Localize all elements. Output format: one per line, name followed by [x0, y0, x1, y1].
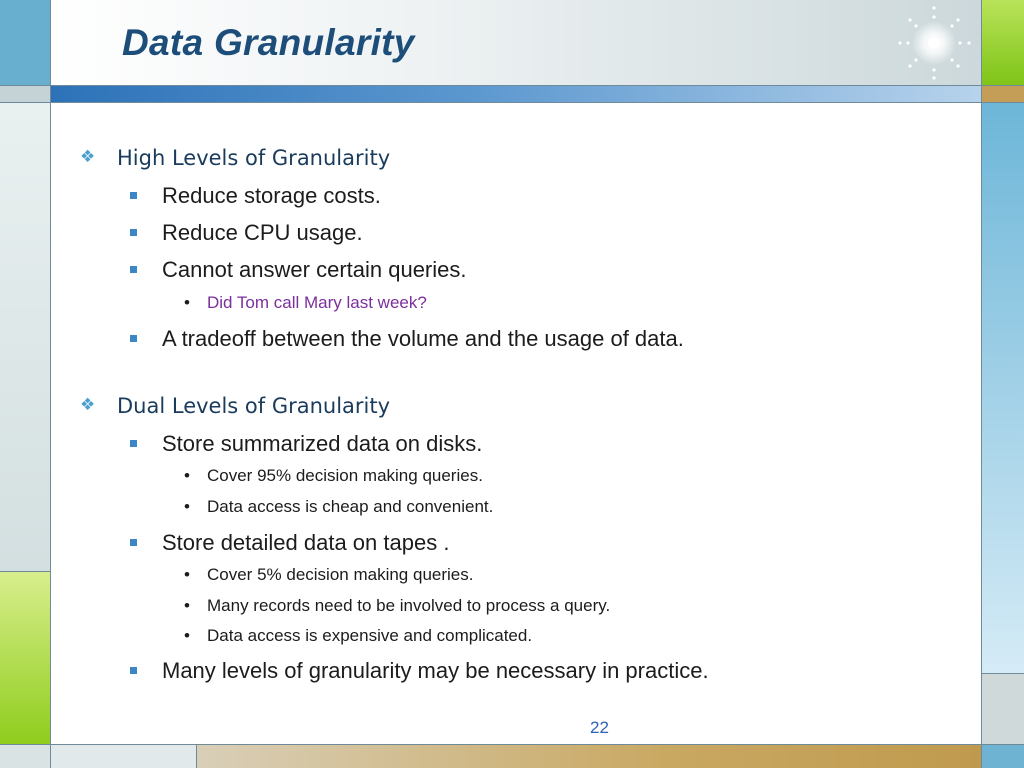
sub-bullet-text: Data access is cheap and convenient. [207, 497, 494, 516]
left-mid-block [0, 103, 50, 571]
dot-bullet-icon: • [184, 497, 190, 516]
sub-bullet-text: Cover 95% decision making queries. [207, 466, 483, 485]
bullet-text: Many levels of granularity may be necessary in practice. [162, 658, 709, 683]
square-bullet-icon [130, 229, 137, 236]
section-heading: Dual Levels of Granularity [117, 394, 391, 418]
bullet-text: Store detailed data on tapes . [162, 530, 450, 555]
frame-line-left [50, 0, 51, 768]
bullet-text: Reduce CPU usage. [162, 220, 363, 245]
header-gradient-bar [51, 86, 981, 102]
section-heading: High Levels of Granularity [117, 146, 391, 170]
dot-bullet-icon: • [184, 466, 190, 485]
square-bullet-icon [130, 667, 137, 674]
frame-line-footer [0, 744, 1024, 745]
diamond-bullet-icon: ❖ [80, 395, 96, 415]
frame-line-bar [0, 102, 1024, 103]
square-bullet-icon [130, 440, 137, 447]
left-top-block [0, 0, 50, 85]
frame-line-bottom-split [196, 745, 197, 768]
sub-bullet-text: Data access is expensive and complicated. [207, 626, 533, 645]
sub-bullet-text: Cover 5% decision making queries. [207, 565, 474, 584]
sub-bullet-text: Did Tom call Mary last week? [207, 293, 427, 312]
right-gray-block [982, 674, 1024, 744]
dot-bullet-icon: • [184, 626, 190, 645]
sub-bullet-text: Many records need to be involved to process a query. [207, 596, 611, 615]
frame-line-right-gray [982, 673, 1024, 674]
bottom-gradient-bar [197, 745, 981, 768]
frame-line-header [0, 85, 1024, 86]
dot-bullet-icon: • [184, 596, 190, 615]
square-bullet-icon [130, 192, 137, 199]
right-blue-block [982, 103, 1024, 673]
sparkle-decoration-icon [886, 0, 982, 85]
page-number: 22 [590, 718, 609, 737]
bullet-text: Cannot answer certain queries. [162, 257, 467, 282]
right-strip-block [982, 86, 1024, 102]
dot-bullet-icon: • [184, 565, 190, 584]
left-green-block [0, 572, 50, 744]
frame-line-left-green [0, 571, 50, 572]
square-bullet-icon [130, 266, 137, 273]
right-top-block [982, 0, 1024, 85]
bullet-text: Reduce storage costs. [162, 183, 381, 208]
bullet-text: Store summarized data on disks. [162, 431, 483, 456]
diamond-bullet-icon: ❖ [80, 147, 96, 167]
frame-line-right [981, 0, 982, 768]
slide-title: Data Granularity [122, 22, 415, 63]
square-bullet-icon [130, 539, 137, 546]
bottom-left-block [51, 745, 196, 768]
square-bullet-icon [130, 335, 137, 342]
right-bottom-block [982, 745, 1024, 768]
dot-bullet-icon: • [184, 293, 190, 312]
left-bottom-block [0, 745, 50, 768]
left-strip-block [0, 86, 50, 102]
bullet-text: A tradeoff between the volume and the usage of data. [162, 326, 684, 351]
